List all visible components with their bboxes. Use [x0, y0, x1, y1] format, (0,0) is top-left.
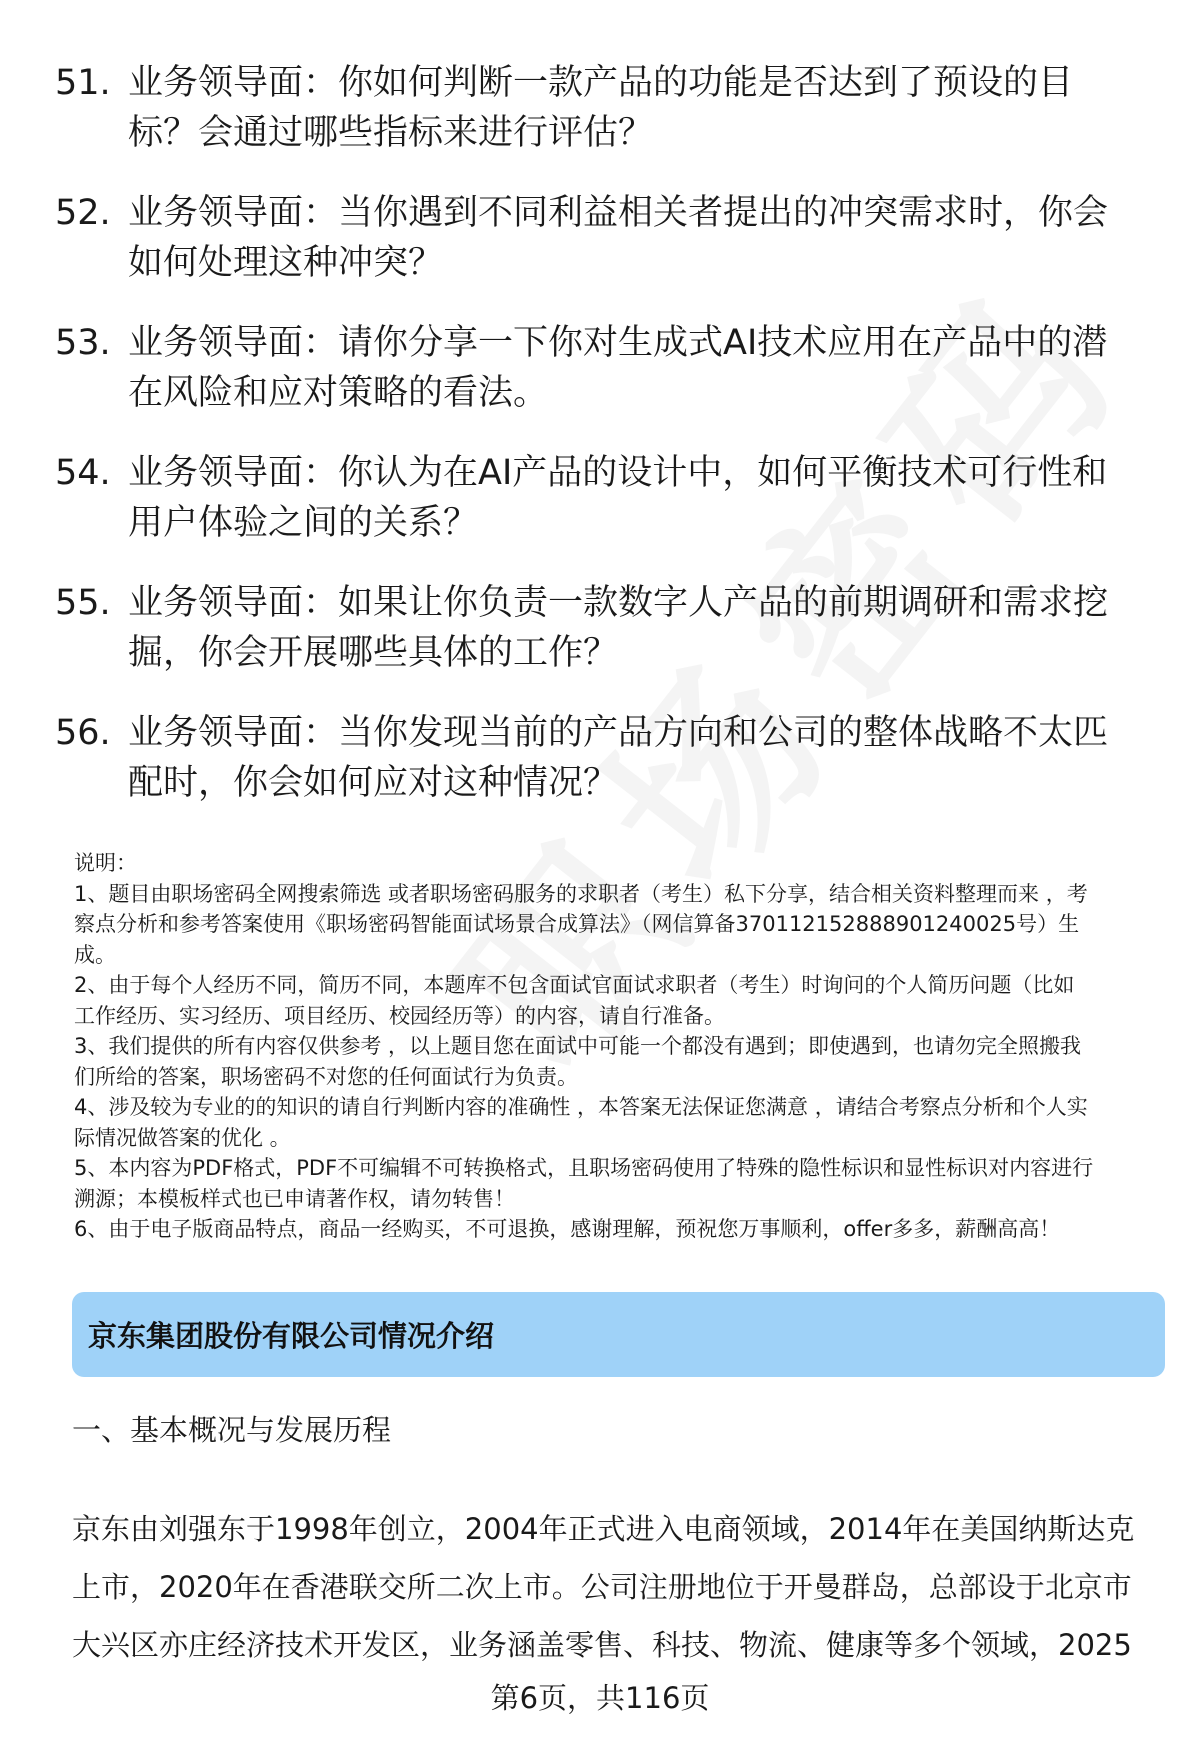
question-line: 业务领导面：你认为在AI产品的设计中，如何平衡技术可行性和 — [128, 453, 1108, 493]
notes-line: 成。 — [74, 942, 116, 967]
subheading: 一、基本概况与发展历程 — [72, 1413, 392, 1447]
question-line: 业务领导面：你如何判断一款产品的功能是否达到了预设的目 — [128, 63, 1074, 103]
question-number: 54. — [55, 453, 111, 493]
notes-line: 察点分析和参考答案使用《职场密码智能面试场景合成算法》（网信算备370112152888901240025号）生 — [74, 912, 1080, 936]
question-number: 53. — [55, 323, 111, 363]
question-text — [128, 708, 1138, 808]
question-line: 业务领导面：如果让你负责一款数字人产品的前期调研和需求挖 — [128, 583, 1109, 623]
question-line: 业务领导面：当你遇到不同利益相关者提出的冲突需求时，你会 — [128, 193, 1109, 233]
question-item-56 — [0, 708, 1200, 808]
notes-line: 6、由于电子版商品特点，商品一经购买，不可退换，感谢理解，预祝您万事顺利，offer多多，薪酬高高！ — [74, 1217, 1061, 1241]
notes-line: 2、由于每个人经历不同，简历不同，本题库不包含面试官面试求职者（考生）时询问的个人简历问题（比如 — [74, 973, 1075, 997]
notes-section — [74, 848, 1164, 1245]
question-item-51 — [0, 58, 1200, 158]
question-line: 如何处理这种冲突？ — [128, 243, 444, 283]
question-number: 55. — [55, 583, 111, 623]
question-item-54 — [0, 448, 1200, 548]
question-number: 52. — [55, 193, 111, 233]
question-number: 56. — [55, 713, 111, 753]
question-item-53 — [0, 318, 1200, 418]
page-number: 第6页，共116页 — [490, 1681, 710, 1715]
notes-line: 工作经历、实习经历、项目经历、校园经历等）的内容，请自行准备。 — [74, 1003, 725, 1028]
question-item-55 — [0, 578, 1200, 678]
question-text — [128, 188, 1138, 288]
question-line: 标？会通过哪些指标来进行评估？ — [128, 113, 654, 153]
paragraph-line: 上市，2020年在香港联交所二次上市。公司注册地位于开曼群岛，总部设于北京市 — [72, 1570, 1132, 1604]
notes-line: 4、涉及较为专业的的知识的请自行判断内容的准确性 ，本答案无法保证您满意 ，请结合考察点分析和个人实 — [74, 1095, 1088, 1119]
notes-line: 们所给的答案，职场密码不对您的任何面试行为负责。 — [74, 1064, 578, 1089]
question-text — [128, 448, 1138, 548]
notes-line: 际情况做答案的优化 。 — [74, 1125, 291, 1150]
question-line: 业务领导面：当你发现当前的产品方向和公司的整体战略不太匹 — [128, 713, 1109, 753]
question-text — [128, 58, 1138, 158]
question-list — [0, 58, 1200, 838]
paragraph-line: 大兴区亦庄经济技术开发区，业务涵盖零售、科技、物流、健康等多个领域，2025 — [72, 1628, 1132, 1662]
section-header-box — [72, 1292, 1165, 1377]
notes-line: 1、题目由职场密码全网搜索筛选 或者职场密码服务的求职者（考生）私下分享，结合相关资料整理而来 ，考 — [74, 881, 1088, 906]
question-line: 业务领导面：请你分享一下你对生成式AI技术应用在产品中的潜 — [128, 323, 1108, 363]
notes-line: 3、我们提供的所有内容仅供参考 ，以上题目您在面试中可能一个都没有遇到；即使遇到，也请勿完全照搬我 — [74, 1034, 1082, 1058]
question-line: 配时，你会如何应对这种情况？ — [128, 763, 619, 803]
question-line: 掘，你会开展哪些具体的工作？ — [128, 633, 619, 673]
paragraph-line: 京东由刘强东于1998年创立，2004年正式进入电商领域，2014年在美国纳斯达克 — [72, 1512, 1135, 1546]
question-number: 51. — [55, 63, 111, 103]
body-paragraph — [72, 1500, 1172, 1674]
notes-line: 溯源；本模板样式也已申请著作权，请勿转售！ — [74, 1186, 515, 1211]
question-text — [128, 318, 1138, 418]
notes-heading: 说明： — [74, 851, 137, 875]
section-title: 京东集团股份有限公司情况介绍 — [88, 1319, 495, 1353]
question-item-52 — [0, 188, 1200, 288]
question-line: 用户体验之间的关系？ — [128, 503, 479, 543]
question-text — [128, 578, 1138, 678]
notes-line: 5、本内容为PDF格式，PDF不可编辑不可转换格式，且职场密码使用了特殊的隐性标识和显性标识对内容进行 — [74, 1156, 1094, 1180]
question-line: 在风险和应对策略的看法。 — [128, 373, 549, 413]
